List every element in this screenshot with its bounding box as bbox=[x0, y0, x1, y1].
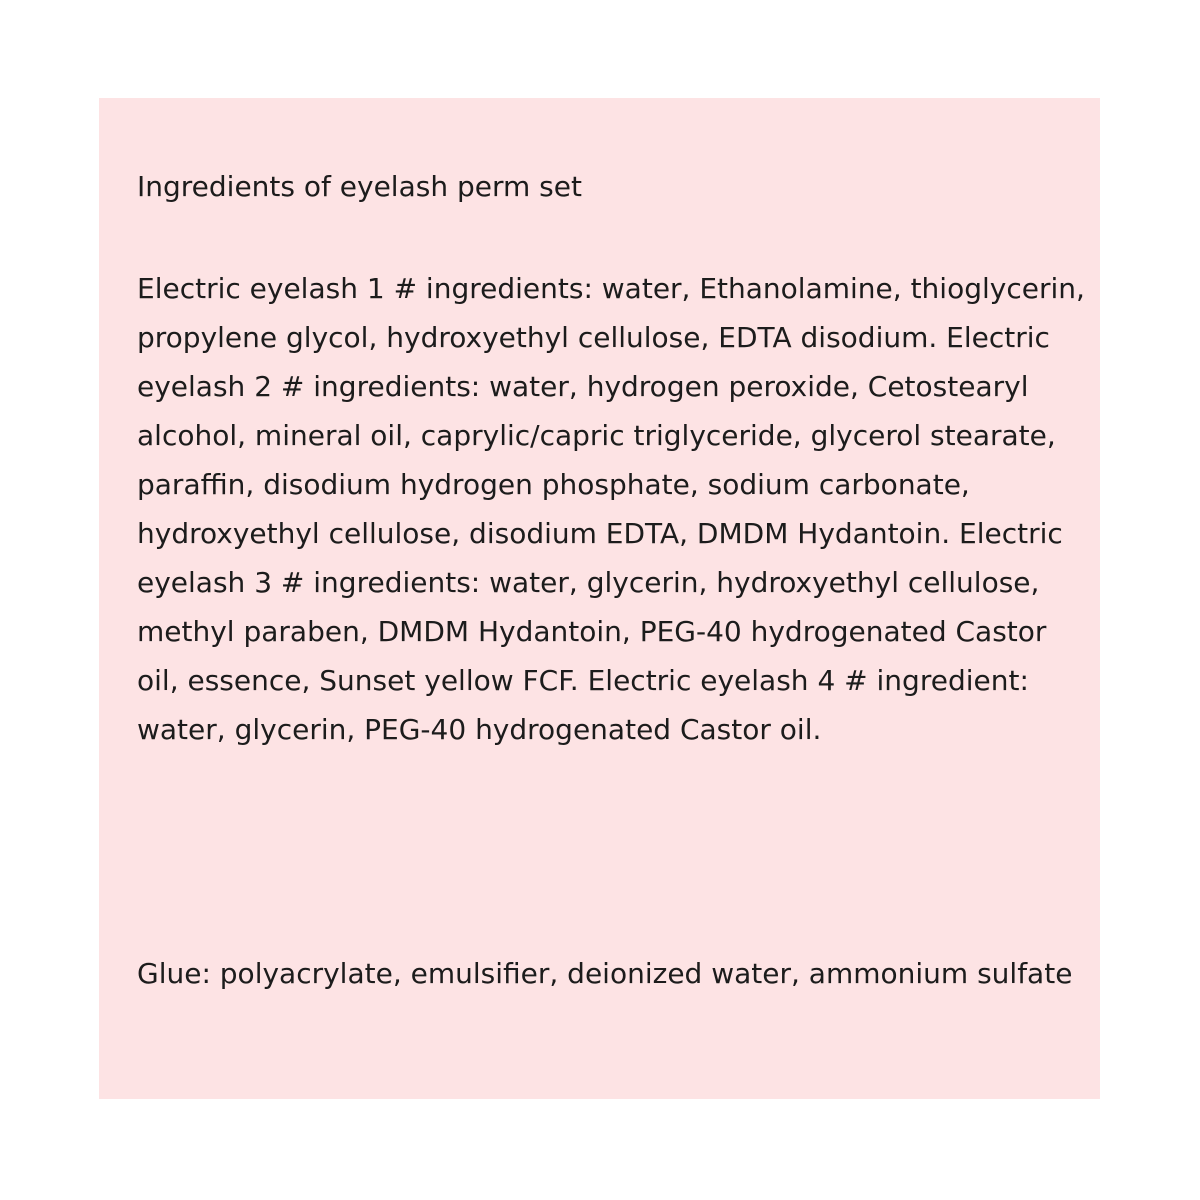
ingredients-paragraph: Electric eyelash 1 # ingredients: water, Ethanolamine, thioglycerin, propylene glycol, hydroxyethyl cellulose, EDTA disodium. Electric eyelash 2 # ingredients: water, hydrogen peroxide, Cetostearyl alcohol, mineral oil, caprylic/capric triglyceride, glycerol stearate, paraffin, disodium hydrogen phosphate, sodium carbonate, hydroxyethyl cellulose, disodium EDTA, DMDM Hydantoin. Electric eyelash 3 # ingredients: water, glycerin, hydroxyethyl cellulose, methyl paraben, DMDM Hydantoin, PEG-40 hydrogenated Castor oil, essence, Sunset yellow FCF. Electric eyelash 4 # ingredient: water, glycerin, PEG-40 hydrogenated Castor oil. bbox=[137, 272, 1085, 746]
ingredients-card bbox=[99, 98, 1100, 1099]
document-title: Ingredients of eyelash perm set bbox=[137, 170, 582, 203]
glue-paragraph: Glue: polyacrylate, emulsifier, deionized water, ammonium sulfate bbox=[137, 957, 1073, 990]
